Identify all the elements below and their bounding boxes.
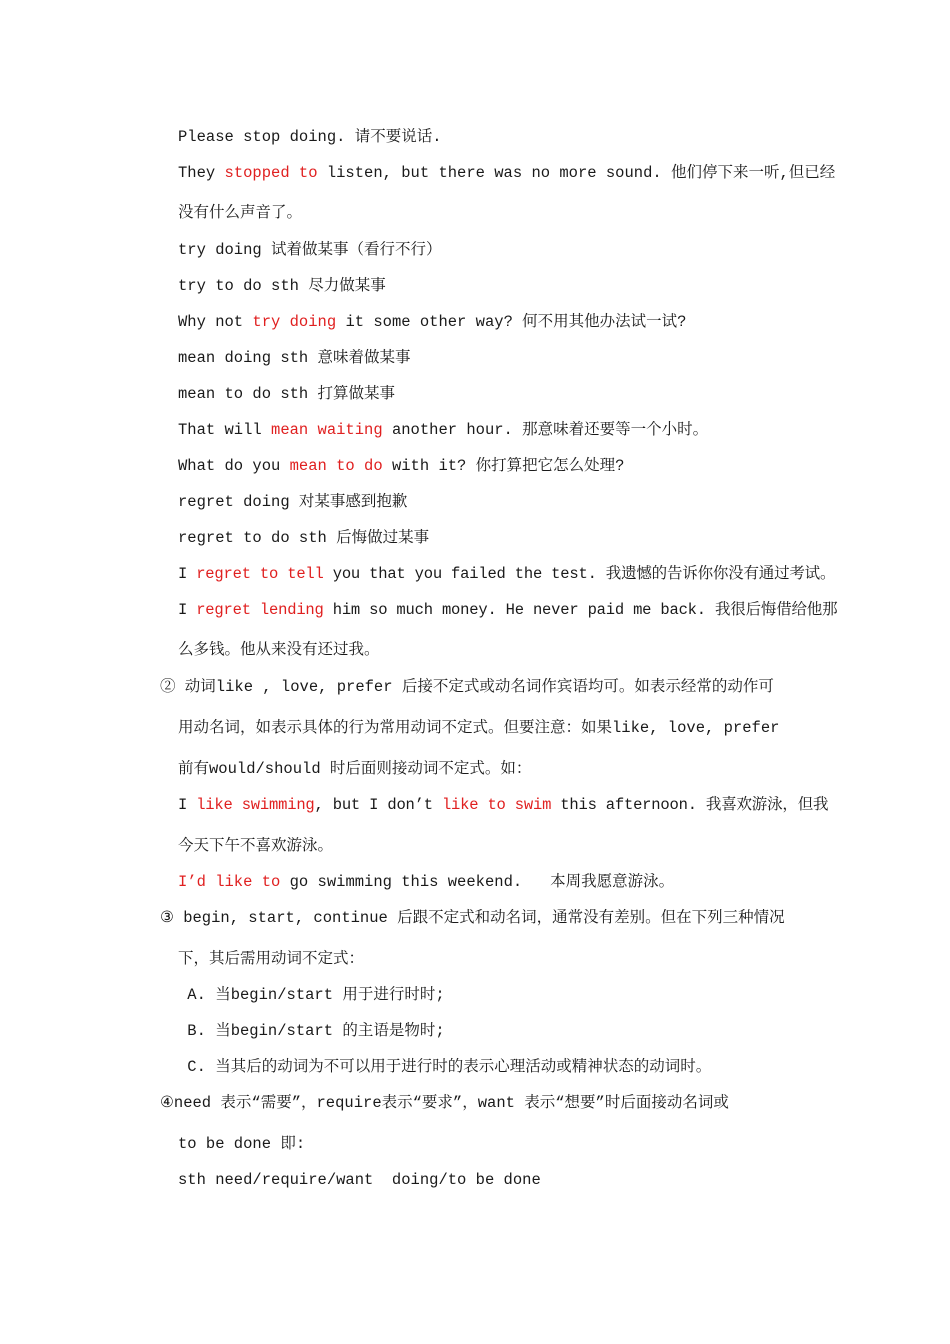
text-segment: That will [178,421,272,439]
text-line [178,240,828,260]
text-segment: Why not [178,313,253,331]
text-line [178,456,828,476]
text-segment: 没有什么声音了。 [178,204,303,222]
text-line [178,836,828,856]
text-segment: mean doing sth 意味着做某事 [178,349,411,367]
highlight-segment: like to swim [441,796,552,814]
text-segment: 今天下午不喜欢游泳。 [178,837,334,855]
highlight-segment: regret lending [196,601,324,619]
text-segment: it some other way? 何不用其他办法试一试? [336,313,687,331]
text-line [178,528,828,548]
highlight-segment: try doing [252,313,337,331]
text-line [178,127,828,147]
text-segment: regret doing 对某事感到抱歉 [178,493,408,511]
text-segment: another hour. 那意味着还要等一个小时。 [382,421,709,439]
text-line [178,203,828,223]
text-segment: , but I don’t [314,796,442,814]
text-line [178,1170,828,1190]
text-segment: this afternoon. 我喜欢游泳，但我 [551,796,829,814]
text-segment: 下，其后需用动词不定式： [178,950,365,968]
highlight-segment: mean waiting [271,421,383,439]
text-line [178,420,828,440]
text-line [178,759,828,779]
text-segment: I [178,601,197,619]
text-line [178,348,828,368]
text-segment: B. 当begin/start 的主语是物时; [178,1022,445,1040]
text-segment: 么多钱。他从来没有还过我。 [178,641,380,659]
highlight-segment: mean to do [289,457,383,475]
text-segment: go swimming this weekend. 本周我愿意游泳。 [280,873,675,891]
text-segment: sth need/require/want doing/to be done [178,1171,541,1189]
text-line [160,908,810,928]
text-line [178,163,836,183]
text-segment: regret to do sth 后悔做过某事 [178,529,430,547]
text-line [160,677,810,697]
text-segment: ③ begin, start, continue 后跟不定式和动名词，通常没有差别。但在下列三种情况 [160,909,785,927]
text-line [178,985,828,1005]
text-segment: They [178,164,225,182]
text-segment: listen, but there was no more sound. 他们停下来一听,但已经 [317,164,836,182]
text-segment: try to do sth 尽力做某事 [178,277,386,295]
text-line [178,949,828,969]
text-line [178,564,836,584]
text-segment: I [178,565,197,583]
text-line [178,1134,828,1154]
text-line [178,492,828,512]
text-segment: with it? 你打算把它怎么处理? [382,457,625,475]
highlight-segment: like swimming [196,796,315,814]
text-segment: him so much money. He never paid me back. 我很后悔借给他那 [323,601,838,619]
text-line [178,795,828,815]
text-line [178,1057,828,1077]
text-line [178,276,828,296]
text-line [178,312,828,332]
text-line [178,640,828,660]
highlight-segment: regret to tell [196,565,324,583]
text-line [178,872,828,892]
text-segment: 前有would/should 时后面则接动词不定式。如： [178,760,532,778]
text-segment: try doing 试着做某事（看行不行） [178,241,442,259]
text-segment: ② 动词like , love, prefer 后接不定式或动名词作宾语均可。如表示经常的动作可 [160,678,774,696]
text-segment: What do you [178,457,290,475]
text-line [160,1093,810,1113]
text-segment: ④need 表示“需要”，require表示“要求”，want 表示“想要”时后面接动名词或 [160,1094,729,1112]
highlight-segment: stopped to [224,164,318,182]
text-line [178,718,828,738]
text-segment: C. 当其后的动词为不可以用于进行时的表示心理活动或精神状态的动词时。 [178,1058,712,1076]
text-line [178,600,838,620]
text-segment: to be done 即: [178,1135,306,1153]
text-segment: mean to do sth 打算做某事 [178,385,396,403]
text-line [178,384,828,404]
text-segment: I [178,796,197,814]
text-segment: Please stop doing. 请不要说话. [178,128,442,146]
text-line [178,1021,828,1041]
text-segment: you that you failed the test. 我遗憾的告诉你你没有通过考试。 [323,565,836,583]
text-segment: 用动名词，如表示具体的行为常用动词不定式。但要注意：如果like, love, prefer [178,719,780,737]
text-segment: A. 当begin/start 用于进行时时; [178,986,445,1004]
highlight-segment: I’d like to [178,873,281,891]
